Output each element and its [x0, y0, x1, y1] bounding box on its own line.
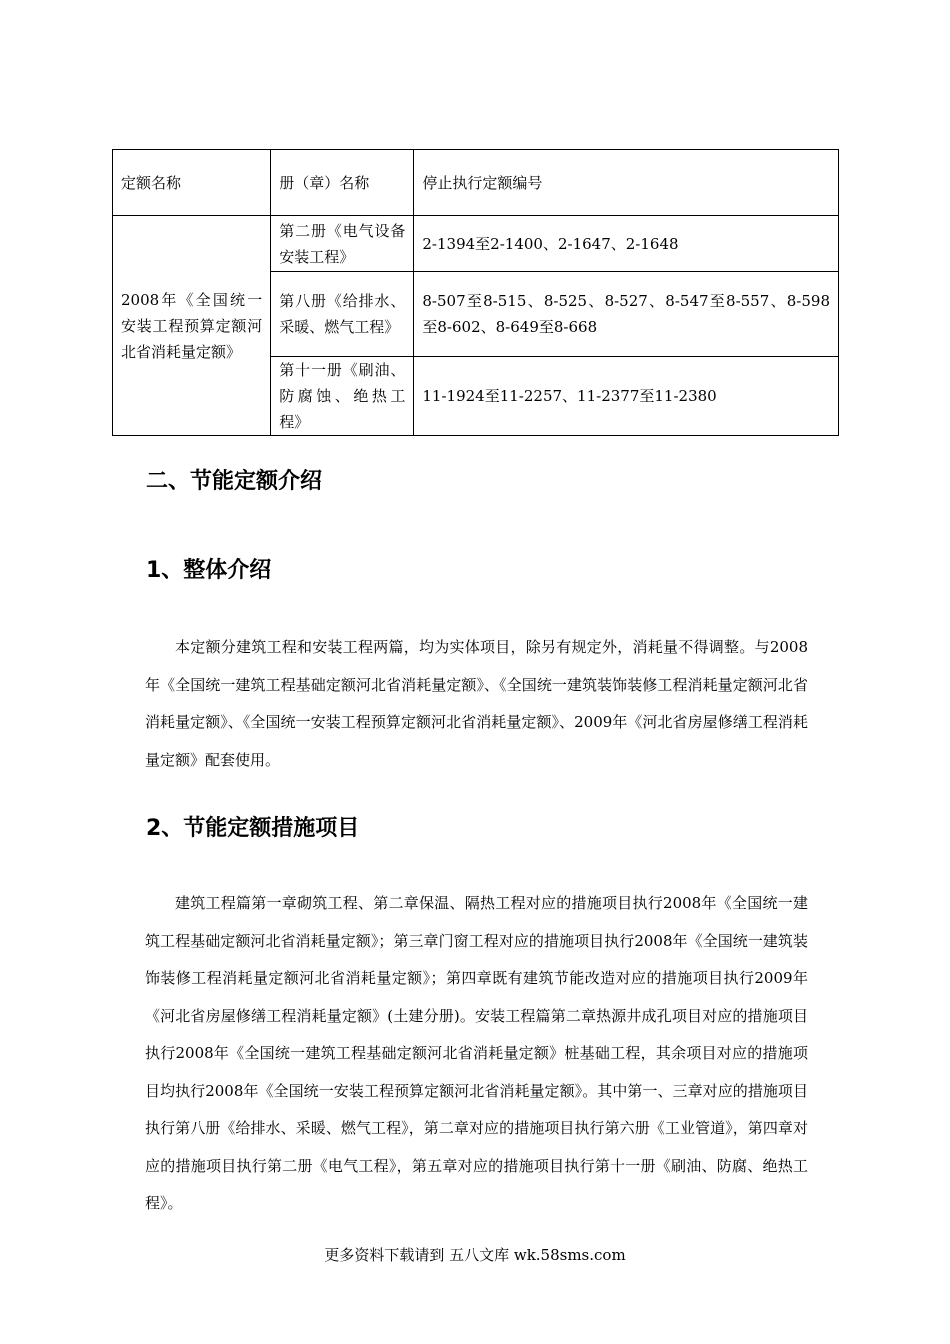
header-quota-name: 定额名称 — [113, 150, 271, 216]
footer-text: 更多资料下载请到 五八文库 wk.58sms.com — [324, 1246, 626, 1264]
volume-cell: 第八册《给排水、采暖、燃气工程》 — [271, 272, 414, 357]
subsection-heading-overview: 1、整体介绍 — [146, 558, 272, 583]
table-header-row — [113, 150, 839, 216]
section-heading: 二、节能定额介绍 — [146, 469, 323, 494]
codes-cell: 2-1394至2-1400、2-1647、2-1648 — [414, 216, 839, 272]
subsection-heading-measures: 2、节能定额措施项目 — [146, 816, 360, 841]
header-stopped-codes: 停止执行定额编号 — [414, 150, 839, 216]
volume-cell: 第二册《电气设备安装工程》 — [271, 216, 414, 272]
codes-cell: 8-507至8-515、8-525、8-527、8-547至8-557、8-598至8-602、8-649至8-668 — [414, 272, 839, 357]
codes-cell: 11-1924至11-2257、11-2377至11-2380 — [414, 357, 839, 436]
quota-table — [112, 149, 839, 436]
quota-name-cell: 2008年《全国统一安装工程预算定额河北省消耗量定额》 — [113, 216, 271, 436]
overview-paragraph: 本定额分建筑工程和安装工程两篇，均为实体项目，除另有规定外，消耗量不得调整。与2008年《全国统一建筑工程基础定额河北省消耗量定额》、《全国统一建筑装饰装修工程消耗量定额河北省消耗量定额》、《全国统一安装工程预算定额河北省消耗量定额》、2009年《河北省房屋修缮工程消耗量定额》配套使用。 — [145, 638, 808, 769]
measures-paragraph: 建筑工程篇第一章砌筑工程、第二章保温、隔热工程对应的措施项目执行2008年《全国统一建筑工程基础定额河北省消耗量定额》；第三章门窗工程对应的措施项目执行2008年《全国统一建筑装饰装修工程消耗量定额河北省消耗量定额》；第四章既有建筑节能改造对应的措施项目执行2009年《河北省房屋修缮工程消耗量定额》(土建分册)。安装工程篇第二章热源井成孔项目对应的措施项目执行2008年《全国统一建筑工程基础定额河北省消耗量定额》桩基础工程，其余项目对应的措施项目均执行2008年《全国统一安装工程预算定额河北省消耗量定额》。其中第一、三章对应的措施项目执行第八册《给排水、采暖、燃气工程》，第二章对应的措施项目执行第六册《工业管道》，第四章对应的措施项目执行第二册《电气工程》，第五章对应的措施项目执行第十一册《刷油、防腐、绝热工程》。 — [145, 894, 808, 1212]
table-row — [113, 216, 839, 272]
header-volume-name: 册（章）名称 — [271, 150, 414, 216]
volume-cell: 第十一册《刷油、防腐蚀、绝热工程》 — [271, 357, 414, 436]
